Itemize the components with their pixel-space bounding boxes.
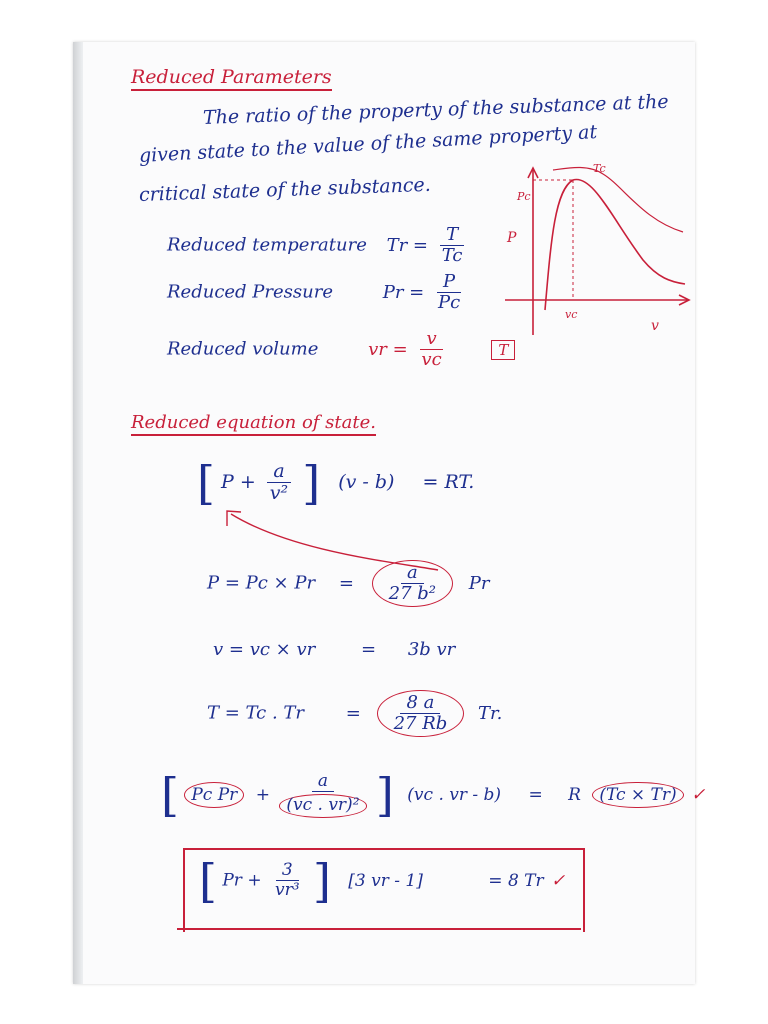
- right-bracket: ]: [375, 768, 394, 822]
- plus-sign: +: [255, 784, 270, 805]
- substituted-fraction: [279, 772, 366, 817]
- critical-isotherm-curve: [545, 179, 685, 310]
- temperature-substitution-lhs: T = Tc . Tr: [207, 702, 304, 724]
- vdw-fraction: [266, 461, 292, 505]
- page-binding-edge: [73, 42, 83, 984]
- fraction-numerator: a: [267, 461, 290, 483]
- reduced-pressure-factor: Pr: [468, 572, 490, 594]
- reduced-temperature-label: Reduced temperature: [167, 234, 367, 256]
- volume-substitution-lhs: v = vc × vr: [213, 639, 316, 660]
- right-bracket: ]: [312, 854, 331, 908]
- pc-pr-circle: Pc Pr: [184, 782, 244, 808]
- fraction-numerator: a: [401, 563, 424, 584]
- critical-temperature-circle: [377, 690, 465, 737]
- equals-sign: =: [338, 572, 354, 594]
- definition-line-3: critical state of the substance.: [138, 173, 432, 206]
- reduced-pressure-row: [167, 272, 468, 313]
- fraction-numerator: 3: [276, 861, 299, 881]
- reduced-volume-row: [167, 329, 515, 370]
- fraction-denominator: Tc: [441, 244, 463, 266]
- fraction-denominator: v²: [269, 482, 289, 505]
- fraction-numerator: P: [437, 272, 461, 293]
- reduced-temperature-row: [167, 225, 470, 266]
- substituted-volume-factor: (vc . vr - b): [407, 784, 502, 805]
- final-volume-factor: [3 vr - 1]: [348, 870, 423, 891]
- check-mark-icon: ✓: [551, 870, 566, 891]
- reduced-volume-lhs: vr =: [368, 338, 408, 360]
- definition-line-2: given state to the value of the same property at: [138, 121, 598, 167]
- critical-pressure-fraction: [385, 563, 440, 604]
- volume-substitution-rhs: 3b vr: [407, 639, 456, 660]
- fraction-numerator: v: [420, 329, 442, 350]
- boxed-note: T: [491, 340, 515, 360]
- notebook-page: [73, 42, 706, 984]
- gas-constant: R: [568, 784, 581, 805]
- fraction-numerator: 8 a: [400, 693, 440, 714]
- check-mark-icon: ✓: [691, 784, 706, 805]
- reduced-temperature-factor: Tr.: [478, 702, 503, 724]
- equals-sign: =: [360, 639, 377, 660]
- fraction-numerator: T: [440, 225, 464, 246]
- left-bracket: [: [161, 768, 179, 822]
- reduced-volume-fraction: [417, 329, 445, 370]
- reduced-temperature-fraction: [438, 225, 467, 266]
- pv-critical-isotherm-graph: [493, 160, 693, 340]
- graph-curve-label: Tc: [593, 162, 606, 175]
- final-rhs: = 8 Tr: [488, 870, 544, 891]
- fraction-denominator: vc: [421, 348, 442, 370]
- graph-y-tick: Pc: [517, 190, 531, 203]
- tc-tr-circle: (Tc × Tr): [592, 782, 683, 808]
- vdw-p-term: P +: [221, 471, 256, 493]
- critical-temperature-fraction: [390, 693, 452, 734]
- fraction-numerator: a: [312, 772, 334, 792]
- critical-pressure-circle: [372, 560, 453, 607]
- reduced-pressure-lhs: Pr =: [382, 281, 425, 303]
- final-equation: [199, 854, 566, 908]
- graph-x-label: v: [651, 318, 659, 334]
- vdw-rhs: = RT.: [422, 471, 475, 493]
- reduced-temperature-lhs: Tr =: [386, 234, 429, 256]
- graph-y-label: P: [507, 230, 517, 246]
- final-equation-underline: [177, 928, 581, 930]
- left-bracket: [: [199, 854, 217, 908]
- right-bracket: ]: [302, 456, 321, 510]
- reduced-pressure-label: Reduced Pressure: [167, 281, 333, 303]
- fraction-denominator: (vc . vr)²: [279, 794, 366, 818]
- fraction-denominator: 27 b²: [388, 582, 437, 604]
- fraction-denominator: 27 Rb: [393, 712, 448, 734]
- pressure-substitution: [207, 560, 489, 607]
- fraction-denominator: Pc: [438, 291, 461, 313]
- vdw-equation: [197, 456, 475, 510]
- vdw-volume-factor: (v - b): [338, 471, 395, 493]
- final-pr-term: Pr +: [222, 870, 262, 891]
- definition-line-1: The ratio of the property of the substance at the: [202, 90, 669, 129]
- fraction-denominator: vr³: [274, 880, 300, 901]
- graph-x-tick: vc: [565, 308, 578, 321]
- reduced-volume-label: Reduced volume: [167, 338, 319, 360]
- equals-sign: =: [345, 702, 361, 724]
- temperature-substitution: [207, 690, 502, 737]
- reduced-pressure-fraction: [434, 272, 464, 313]
- substituted-equation: [161, 768, 706, 822]
- final-fraction: [271, 861, 304, 900]
- section-heading-reduced-parameters: Reduced Parameters: [131, 66, 332, 91]
- pressure-substitution-lhs: P = Pc × Pr: [207, 572, 316, 594]
- equals-sign: =: [528, 784, 543, 805]
- left-bracket: [: [197, 456, 215, 510]
- section-heading-reduced-equation: Reduced equation of state.: [131, 412, 376, 436]
- volume-substitution: [213, 639, 455, 660]
